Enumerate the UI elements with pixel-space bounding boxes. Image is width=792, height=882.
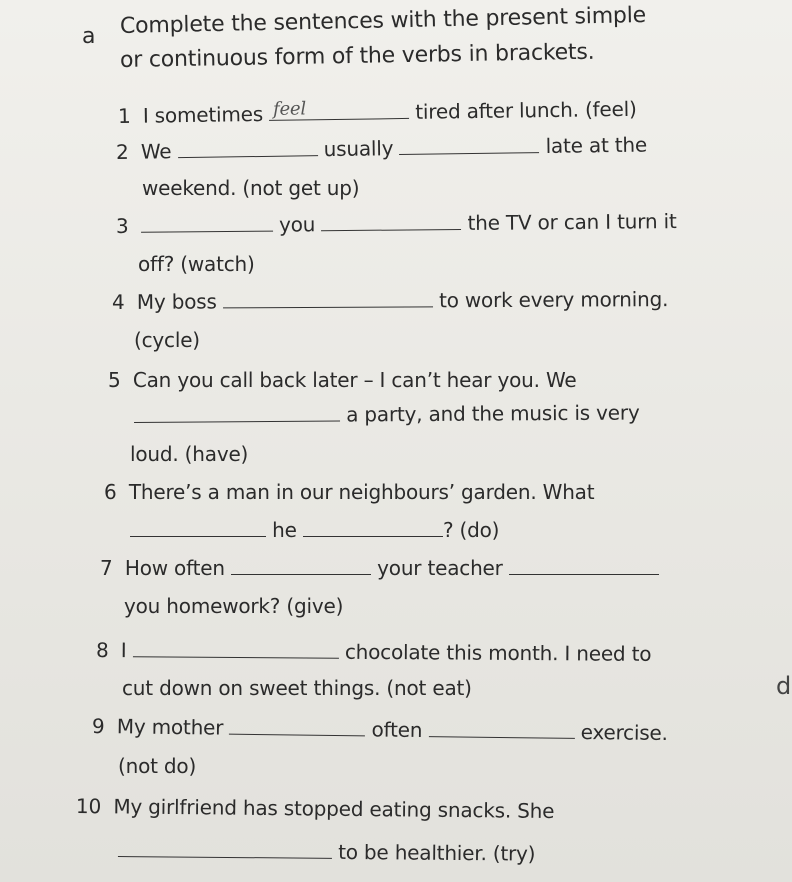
- item-10: [76, 794, 555, 823]
- item-8: [96, 638, 651, 666]
- answer-blank[interactable]: [141, 213, 273, 233]
- item-text: you: [278, 212, 316, 237]
- item-text: We: [140, 139, 172, 164]
- item-text: My girlfriend has stopped eating snacks. She: [113, 794, 555, 824]
- item-text: he: [272, 518, 297, 542]
- adjacent-page-glyph: d: [776, 672, 792, 700]
- answer-blank[interactable]: [133, 638, 339, 658]
- item-text: your teacher: [377, 556, 503, 580]
- item-number: 1: [117, 103, 131, 128]
- answer-blank[interactable]: [428, 718, 574, 739]
- item-6: [104, 480, 594, 504]
- item-text: How often: [124, 556, 225, 580]
- answer-blank[interactable]: [321, 211, 461, 231]
- answer-blank[interactable]: [118, 838, 332, 859]
- item-text: Can you call back later – I can’t hear you. We: [132, 368, 577, 392]
- handwritten-answer: feel: [272, 98, 307, 120]
- item-text: to work every morning.: [438, 287, 669, 313]
- item-text: tired after lunch. (feel): [415, 96, 637, 124]
- item-3-cont: off? (watch): [138, 252, 255, 276]
- item-text: My boss: [136, 289, 217, 314]
- item-2: [116, 133, 647, 164]
- item-number: 9: [91, 714, 105, 739]
- item-7-cont: you homework? (give): [124, 594, 344, 618]
- item-8-cont: cut down on sweet things. (not eat): [122, 676, 472, 700]
- item-text: late at the: [545, 132, 648, 159]
- item-text: the TV or can I turn it: [467, 209, 677, 235]
- item-number: 8: [95, 638, 109, 663]
- item-6-cont: [130, 518, 499, 542]
- item-text: to be healthier. (try): [338, 839, 536, 866]
- item-7: [100, 556, 659, 580]
- item-text: often: [371, 717, 423, 743]
- item-text: I: [120, 638, 127, 663]
- item-number: 10: [75, 794, 102, 819]
- item-text: ? (do): [442, 518, 500, 542]
- item-4-cont: (cycle): [134, 328, 200, 352]
- item-number: 7: [100, 556, 113, 580]
- item-text: exercise.: [580, 719, 668, 746]
- item-text: a party, and the music is very: [346, 400, 640, 427]
- item-5-cont: [134, 400, 640, 428]
- item-number: 6: [104, 480, 117, 504]
- answer-blank[interactable]: [303, 518, 443, 537]
- exercise-letter: a: [82, 24, 96, 49]
- item-number: 4: [111, 289, 125, 314]
- answer-blank[interactable]: [177, 137, 317, 158]
- item-number: 2: [115, 139, 129, 164]
- item-10-cont: [118, 838, 536, 866]
- instruction-line-1: Complete the sentences with the present simple: [119, 2, 647, 39]
- item-3: [116, 209, 677, 238]
- item-text: usually: [323, 136, 394, 162]
- answer-blank[interactable]: [229, 716, 365, 737]
- item-4: [112, 287, 668, 314]
- item-text: chocolate this month. I need to: [344, 639, 652, 666]
- answer-blank[interactable]: [509, 556, 659, 575]
- item-text: I sometimes: [142, 101, 264, 128]
- answer-blank[interactable]: [269, 100, 409, 121]
- item-5-cont2: loud. (have): [130, 442, 249, 466]
- answer-blank[interactable]: [223, 288, 433, 308]
- answer-blank[interactable]: [399, 134, 539, 155]
- answer-blank[interactable]: [130, 518, 266, 537]
- item-number: 3: [115, 213, 129, 238]
- item-9: [92, 714, 668, 745]
- item-9-cont: (not do): [118, 754, 197, 778]
- item-2-cont: weekend. (not get up): [142, 176, 360, 200]
- instruction-line-2: or continuous form of the verbs in brackets.: [119, 39, 595, 73]
- answer-blank[interactable]: [134, 403, 340, 423]
- answer-blank[interactable]: [231, 556, 371, 575]
- item-5: [108, 368, 576, 392]
- item-number: 5: [108, 368, 121, 392]
- item-text: My mother: [116, 714, 224, 740]
- item-1: [118, 97, 637, 128]
- item-text: There’s a man in our neighbours’ garden. What: [128, 480, 595, 504]
